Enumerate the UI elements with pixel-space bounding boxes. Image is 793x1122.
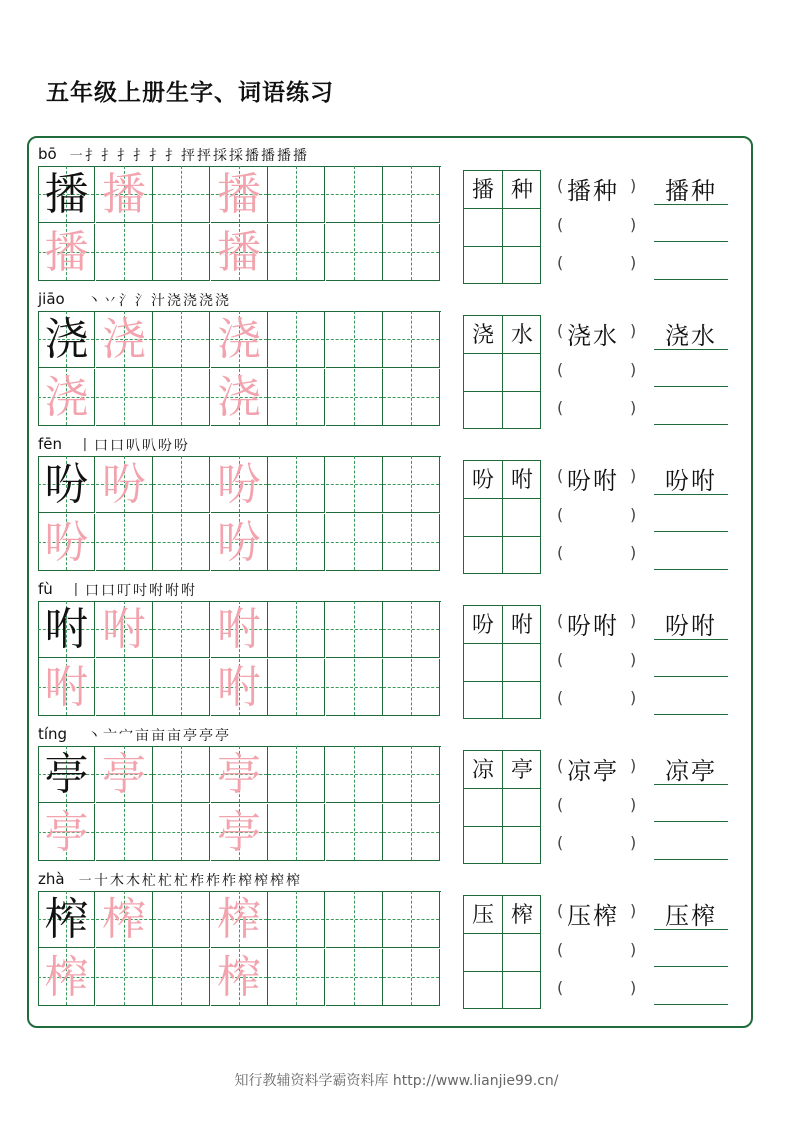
right-bracket: )	[630, 978, 637, 997]
stroke-step: 叭	[142, 438, 156, 454]
writing-cell[interactable]	[153, 601, 210, 658]
stroke-step: 播	[277, 148, 291, 164]
word-char-1: 浇	[471, 323, 494, 348]
stroke-step: 丶	[87, 293, 101, 309]
bracket-word: 压榨	[567, 902, 619, 930]
stroke-step: 扌	[149, 148, 163, 164]
writing-cell[interactable]	[153, 369, 210, 426]
left-bracket: (	[557, 756, 564, 775]
answer-line[interactable]	[654, 531, 728, 532]
bracket-word: 吩咐	[567, 612, 619, 640]
model-character: 亭	[44, 749, 89, 800]
answer-line[interactable]	[654, 204, 728, 205]
stroke-step: 氵	[135, 293, 149, 309]
stroke-step: 十	[94, 873, 108, 889]
writing-cell[interactable]	[268, 601, 325, 658]
answer-line[interactable]	[654, 1004, 728, 1005]
left-bracket: (	[557, 466, 564, 485]
writing-cell[interactable]	[268, 514, 325, 571]
stroke-step: 抨	[197, 148, 211, 164]
grid-divider	[464, 788, 540, 789]
stroke-step: 叭	[126, 438, 140, 454]
writing-cell[interactable]	[326, 166, 383, 223]
trace-character: 浇	[102, 314, 146, 365]
trace-character: 亭	[44, 806, 89, 858]
stroke-step: ㇐	[78, 873, 92, 889]
stroke-step: 扌	[133, 148, 147, 164]
trace-character: 亭	[102, 749, 146, 800]
model-character: 榨	[44, 894, 89, 945]
stroke-step: 亭	[199, 728, 213, 744]
pinyin-label: tíng	[38, 725, 68, 743]
trace-character: 播	[102, 169, 146, 220]
stroke-step: 柞	[206, 873, 220, 889]
pinyin-label: bō	[38, 145, 57, 163]
stroke-step: 播	[293, 148, 307, 164]
char-section	[0, 865, 793, 1005]
stroke-order	[68, 580, 196, 600]
answer-line[interactable]	[654, 424, 728, 425]
stroke-step: 宀	[119, 728, 133, 744]
left-bracket: (	[557, 321, 564, 340]
left-bracket: (	[557, 543, 564, 562]
left-bracket: (	[557, 176, 564, 195]
stroke-order	[77, 435, 189, 455]
writing-cell[interactable]	[153, 804, 210, 861]
word-char-2: 水	[510, 323, 533, 348]
writing-cell[interactable]	[326, 514, 383, 571]
right-bracket: )	[630, 398, 637, 417]
stroke-step: 亭	[183, 728, 197, 744]
word-char-2: 榨	[510, 903, 533, 928]
right-bracket: )	[630, 176, 637, 195]
footer-watermark: 知行教辅资料学霸资料库 http://www.lianjie99.cn/	[234, 1073, 559, 1089]
stroke-step: 丨	[69, 583, 83, 599]
tracing-grid	[38, 311, 441, 426]
right-bracket: )	[630, 940, 637, 959]
bracket-word: 吩咐	[567, 467, 619, 495]
answer-line[interactable]	[654, 821, 728, 822]
word-char-1: 压	[471, 903, 494, 928]
stroke-step: 咐	[165, 583, 179, 599]
char-section	[0, 285, 793, 425]
char-section	[0, 720, 793, 860]
stroke-step: 氵	[119, 293, 133, 309]
writing-cell[interactable]	[383, 659, 440, 716]
trace-character: 吩	[44, 516, 89, 568]
writing-cell[interactable]	[96, 224, 153, 281]
word-char-2: 亭	[510, 758, 533, 783]
grid-divider	[464, 208, 540, 209]
trace-character: 咐	[102, 604, 146, 655]
stroke-step: 浇	[167, 293, 181, 309]
trace-character: 榨	[217, 894, 261, 945]
writing-cell[interactable]	[383, 456, 440, 513]
stroke-step: 播	[261, 148, 275, 164]
writing-cell[interactable]	[383, 369, 440, 426]
stroke-step: 浇	[199, 293, 213, 309]
stroke-step: 採	[213, 148, 227, 164]
grid-divider	[464, 353, 540, 354]
answer-line[interactable]	[654, 966, 728, 967]
writing-cell[interactable]	[153, 891, 210, 948]
stroke-step: 扌	[85, 148, 99, 164]
writing-cell[interactable]	[383, 949, 440, 1006]
char-section	[0, 575, 793, 715]
left-bracket: (	[557, 611, 564, 630]
writing-cell[interactable]	[383, 746, 440, 803]
bracket-word: 播种	[567, 177, 619, 205]
stroke-step: 咐	[149, 583, 163, 599]
writing-cell[interactable]	[326, 601, 383, 658]
trace-character: 浇	[217, 371, 261, 423]
answer-word: 吩咐	[665, 467, 717, 495]
grid-divider	[464, 246, 540, 247]
writing-cell[interactable]	[326, 456, 383, 513]
stroke-step: 抨	[181, 148, 195, 164]
trace-character: 亭	[217, 806, 261, 858]
left-bracket: (	[557, 505, 564, 524]
stroke-order	[86, 290, 230, 310]
left-bracket: (	[557, 688, 564, 707]
stroke-step: 吋	[133, 583, 147, 599]
stroke-step: 杧	[158, 873, 172, 889]
tracing-grid	[38, 891, 441, 1006]
writing-cell[interactable]	[153, 311, 210, 368]
right-bracket: )	[630, 253, 637, 272]
word-grid	[463, 750, 541, 864]
writing-cell[interactable]	[268, 224, 325, 281]
char-section	[0, 430, 793, 570]
word-char-1: 播	[471, 178, 494, 203]
trace-character: 咐	[217, 661, 261, 713]
writing-cell[interactable]	[153, 166, 210, 223]
stroke-step: 杧	[142, 873, 156, 889]
left-bracket: (	[557, 978, 564, 997]
stroke-step: 口	[94, 438, 108, 454]
stroke-step: 柞	[190, 873, 204, 889]
left-bracket: (	[557, 833, 564, 852]
tracing-grid	[38, 601, 441, 716]
right-bracket: )	[630, 756, 637, 775]
word-grid	[463, 170, 541, 284]
model-character: 吩	[44, 459, 89, 510]
writing-cell[interactable]	[326, 804, 383, 861]
writing-cell[interactable]	[326, 224, 383, 281]
writing-cell[interactable]	[326, 891, 383, 948]
writing-cell[interactable]	[153, 746, 210, 803]
stroke-step: ㇐	[69, 148, 83, 164]
pinyin-label: zhà	[38, 870, 65, 888]
word-grid	[463, 315, 541, 429]
right-bracket: )	[630, 650, 637, 669]
grid-divider	[464, 643, 540, 644]
tracing-grid	[38, 166, 441, 281]
answer-line[interactable]	[654, 386, 728, 387]
left-bracket: (	[557, 253, 564, 272]
writing-cell[interactable]	[383, 224, 440, 281]
word-char-2: 咐	[510, 613, 533, 638]
answer-line[interactable]	[654, 784, 728, 785]
left-bracket: (	[557, 795, 564, 814]
pinyin-label: fēn	[38, 435, 63, 453]
right-bracket: )	[630, 688, 637, 707]
model-character: 播	[44, 169, 89, 220]
stroke-step: 亩	[151, 728, 165, 744]
stroke-step: 亩	[135, 728, 149, 744]
writing-cell[interactable]	[268, 891, 325, 948]
model-character: 浇	[44, 314, 89, 365]
stroke-step: 浇	[183, 293, 197, 309]
writing-cell[interactable]	[153, 224, 210, 281]
writing-cell[interactable]	[268, 949, 325, 1006]
word-grid	[463, 460, 541, 574]
right-bracket: )	[630, 505, 637, 524]
answer-line[interactable]	[654, 241, 728, 242]
trace-character: 吩	[102, 459, 146, 510]
answer-word: 吩咐	[665, 612, 717, 640]
stroke-step: 吩	[174, 438, 188, 454]
right-bracket: )	[630, 215, 637, 234]
word-char-1: 吩	[471, 613, 494, 638]
writing-cell[interactable]	[383, 891, 440, 948]
word-char-1: 凉	[471, 758, 494, 783]
writing-cell[interactable]	[326, 311, 383, 368]
right-bracket: )	[630, 466, 637, 485]
writing-cell[interactable]	[96, 949, 153, 1006]
page-title: 五年级上册生字、词语练习	[46, 80, 334, 106]
word-char-1: 吩	[471, 468, 494, 493]
answer-word: 浇水	[665, 322, 717, 350]
stroke-step: 榨	[238, 873, 252, 889]
stroke-step: 榨	[254, 873, 268, 889]
word-grid	[463, 605, 541, 719]
stroke-step: 丷	[103, 293, 117, 309]
model-character: 咐	[44, 604, 89, 655]
stroke-step: 木	[126, 873, 140, 889]
writing-cell[interactable]	[96, 514, 153, 571]
answer-word: 凉亭	[665, 757, 717, 785]
stroke-step: 木	[110, 873, 124, 889]
answer-line[interactable]	[654, 859, 728, 860]
writing-cell[interactable]	[383, 514, 440, 571]
stroke-step: 播	[245, 148, 259, 164]
answer-line[interactable]	[654, 569, 728, 570]
stroke-step: 扌	[117, 148, 131, 164]
stroke-step: 汁	[151, 293, 165, 309]
stroke-step: 浇	[215, 293, 229, 309]
stroke-step: 丨	[78, 438, 92, 454]
stroke-step: 扌	[101, 148, 115, 164]
pinyin-label: fù	[38, 580, 53, 598]
stroke-step: 口	[110, 438, 124, 454]
writing-cell[interactable]	[383, 166, 440, 223]
trace-character: 吩	[217, 516, 261, 568]
pinyin-label: jiāo	[38, 290, 65, 308]
right-bracket: )	[630, 360, 637, 379]
answer-line[interactable]	[654, 676, 728, 677]
stroke-step: 吩	[158, 438, 172, 454]
answer-line[interactable]	[654, 714, 728, 715]
grid-divider	[464, 391, 540, 392]
writing-cell[interactable]	[326, 949, 383, 1006]
writing-cell[interactable]	[268, 804, 325, 861]
writing-cell[interactable]	[153, 456, 210, 513]
writing-cell[interactable]	[96, 369, 153, 426]
left-bracket: (	[557, 398, 564, 417]
trace-character: 榨	[217, 951, 261, 1003]
writing-cell[interactable]	[268, 659, 325, 716]
stroke-step: 丶	[87, 728, 101, 744]
writing-cell[interactable]	[268, 369, 325, 426]
answer-word: 播种	[665, 177, 717, 205]
right-bracket: )	[630, 321, 637, 340]
writing-cell[interactable]	[268, 166, 325, 223]
left-bracket: (	[557, 940, 564, 959]
char-section	[0, 140, 793, 280]
right-bracket: )	[630, 611, 637, 630]
trace-character: 播	[217, 226, 261, 278]
stroke-step: 口	[101, 583, 115, 599]
right-bracket: )	[630, 901, 637, 920]
answer-line[interactable]	[654, 349, 728, 350]
writing-cell[interactable]	[153, 514, 210, 571]
tracing-grid	[38, 746, 441, 861]
writing-cell[interactable]	[383, 804, 440, 861]
stroke-step: 咐	[181, 583, 195, 599]
left-bracket: (	[557, 215, 564, 234]
grid-divider	[464, 933, 540, 934]
writing-cell[interactable]	[153, 659, 210, 716]
writing-cell[interactable]	[153, 949, 210, 1006]
trace-character: 咐	[217, 604, 261, 655]
answer-line[interactable]	[654, 929, 728, 930]
stroke-step: 扌	[165, 148, 179, 164]
tracing-grid	[38, 456, 441, 571]
stroke-step: 採	[229, 148, 243, 164]
word-char-2: 种	[510, 178, 533, 203]
answer-line[interactable]	[654, 494, 728, 495]
grid-divider	[464, 498, 540, 499]
stroke-step: 榨	[270, 873, 284, 889]
answer-line[interactable]	[654, 639, 728, 640]
writing-cell[interactable]	[326, 659, 383, 716]
right-bracket: )	[630, 795, 637, 814]
writing-cell[interactable]	[268, 311, 325, 368]
writing-cell[interactable]	[383, 601, 440, 658]
trace-character: 播	[217, 169, 261, 220]
stroke-order	[68, 145, 308, 165]
grid-divider	[464, 826, 540, 827]
trace-character: 浇	[44, 371, 89, 423]
writing-cell[interactable]	[326, 369, 383, 426]
grid-divider	[464, 971, 540, 972]
trace-character: 吩	[217, 459, 261, 510]
stroke-step: 柞	[222, 873, 236, 889]
right-bracket: )	[630, 833, 637, 852]
trace-character: 浇	[217, 314, 261, 365]
stroke-order	[86, 725, 230, 745]
grid-divider	[464, 681, 540, 682]
left-bracket: (	[557, 901, 564, 920]
word-char-2: 咐	[510, 468, 533, 493]
trace-character: 榨	[102, 894, 146, 945]
stroke-step: 口	[85, 583, 99, 599]
trace-character: 播	[44, 226, 89, 278]
writing-cell[interactable]	[96, 804, 153, 861]
trace-character: 榨	[44, 951, 89, 1003]
stroke-step: 杧	[174, 873, 188, 889]
writing-cell[interactable]	[268, 456, 325, 513]
left-bracket: (	[557, 360, 564, 379]
writing-cell[interactable]	[383, 311, 440, 368]
bracket-word: 凉亭	[567, 757, 619, 785]
stroke-step: 亩	[167, 728, 181, 744]
trace-character: 亭	[217, 749, 261, 800]
stroke-step: 榨	[286, 873, 300, 889]
answer-line[interactable]	[654, 279, 728, 280]
writing-cell[interactable]	[326, 746, 383, 803]
stroke-step: 叮	[117, 583, 131, 599]
stroke-step: 亠	[103, 728, 117, 744]
grid-divider	[464, 536, 540, 537]
word-grid	[463, 895, 541, 1009]
left-bracket: (	[557, 650, 564, 669]
writing-cell[interactable]	[268, 746, 325, 803]
stroke-step: 亭	[215, 728, 229, 744]
trace-character: 咐	[44, 661, 89, 713]
stroke-order	[77, 870, 301, 890]
writing-cell[interactable]	[96, 659, 153, 716]
right-bracket: )	[630, 543, 637, 562]
answer-word: 压榨	[665, 902, 717, 930]
bracket-word: 浇水	[567, 322, 619, 350]
